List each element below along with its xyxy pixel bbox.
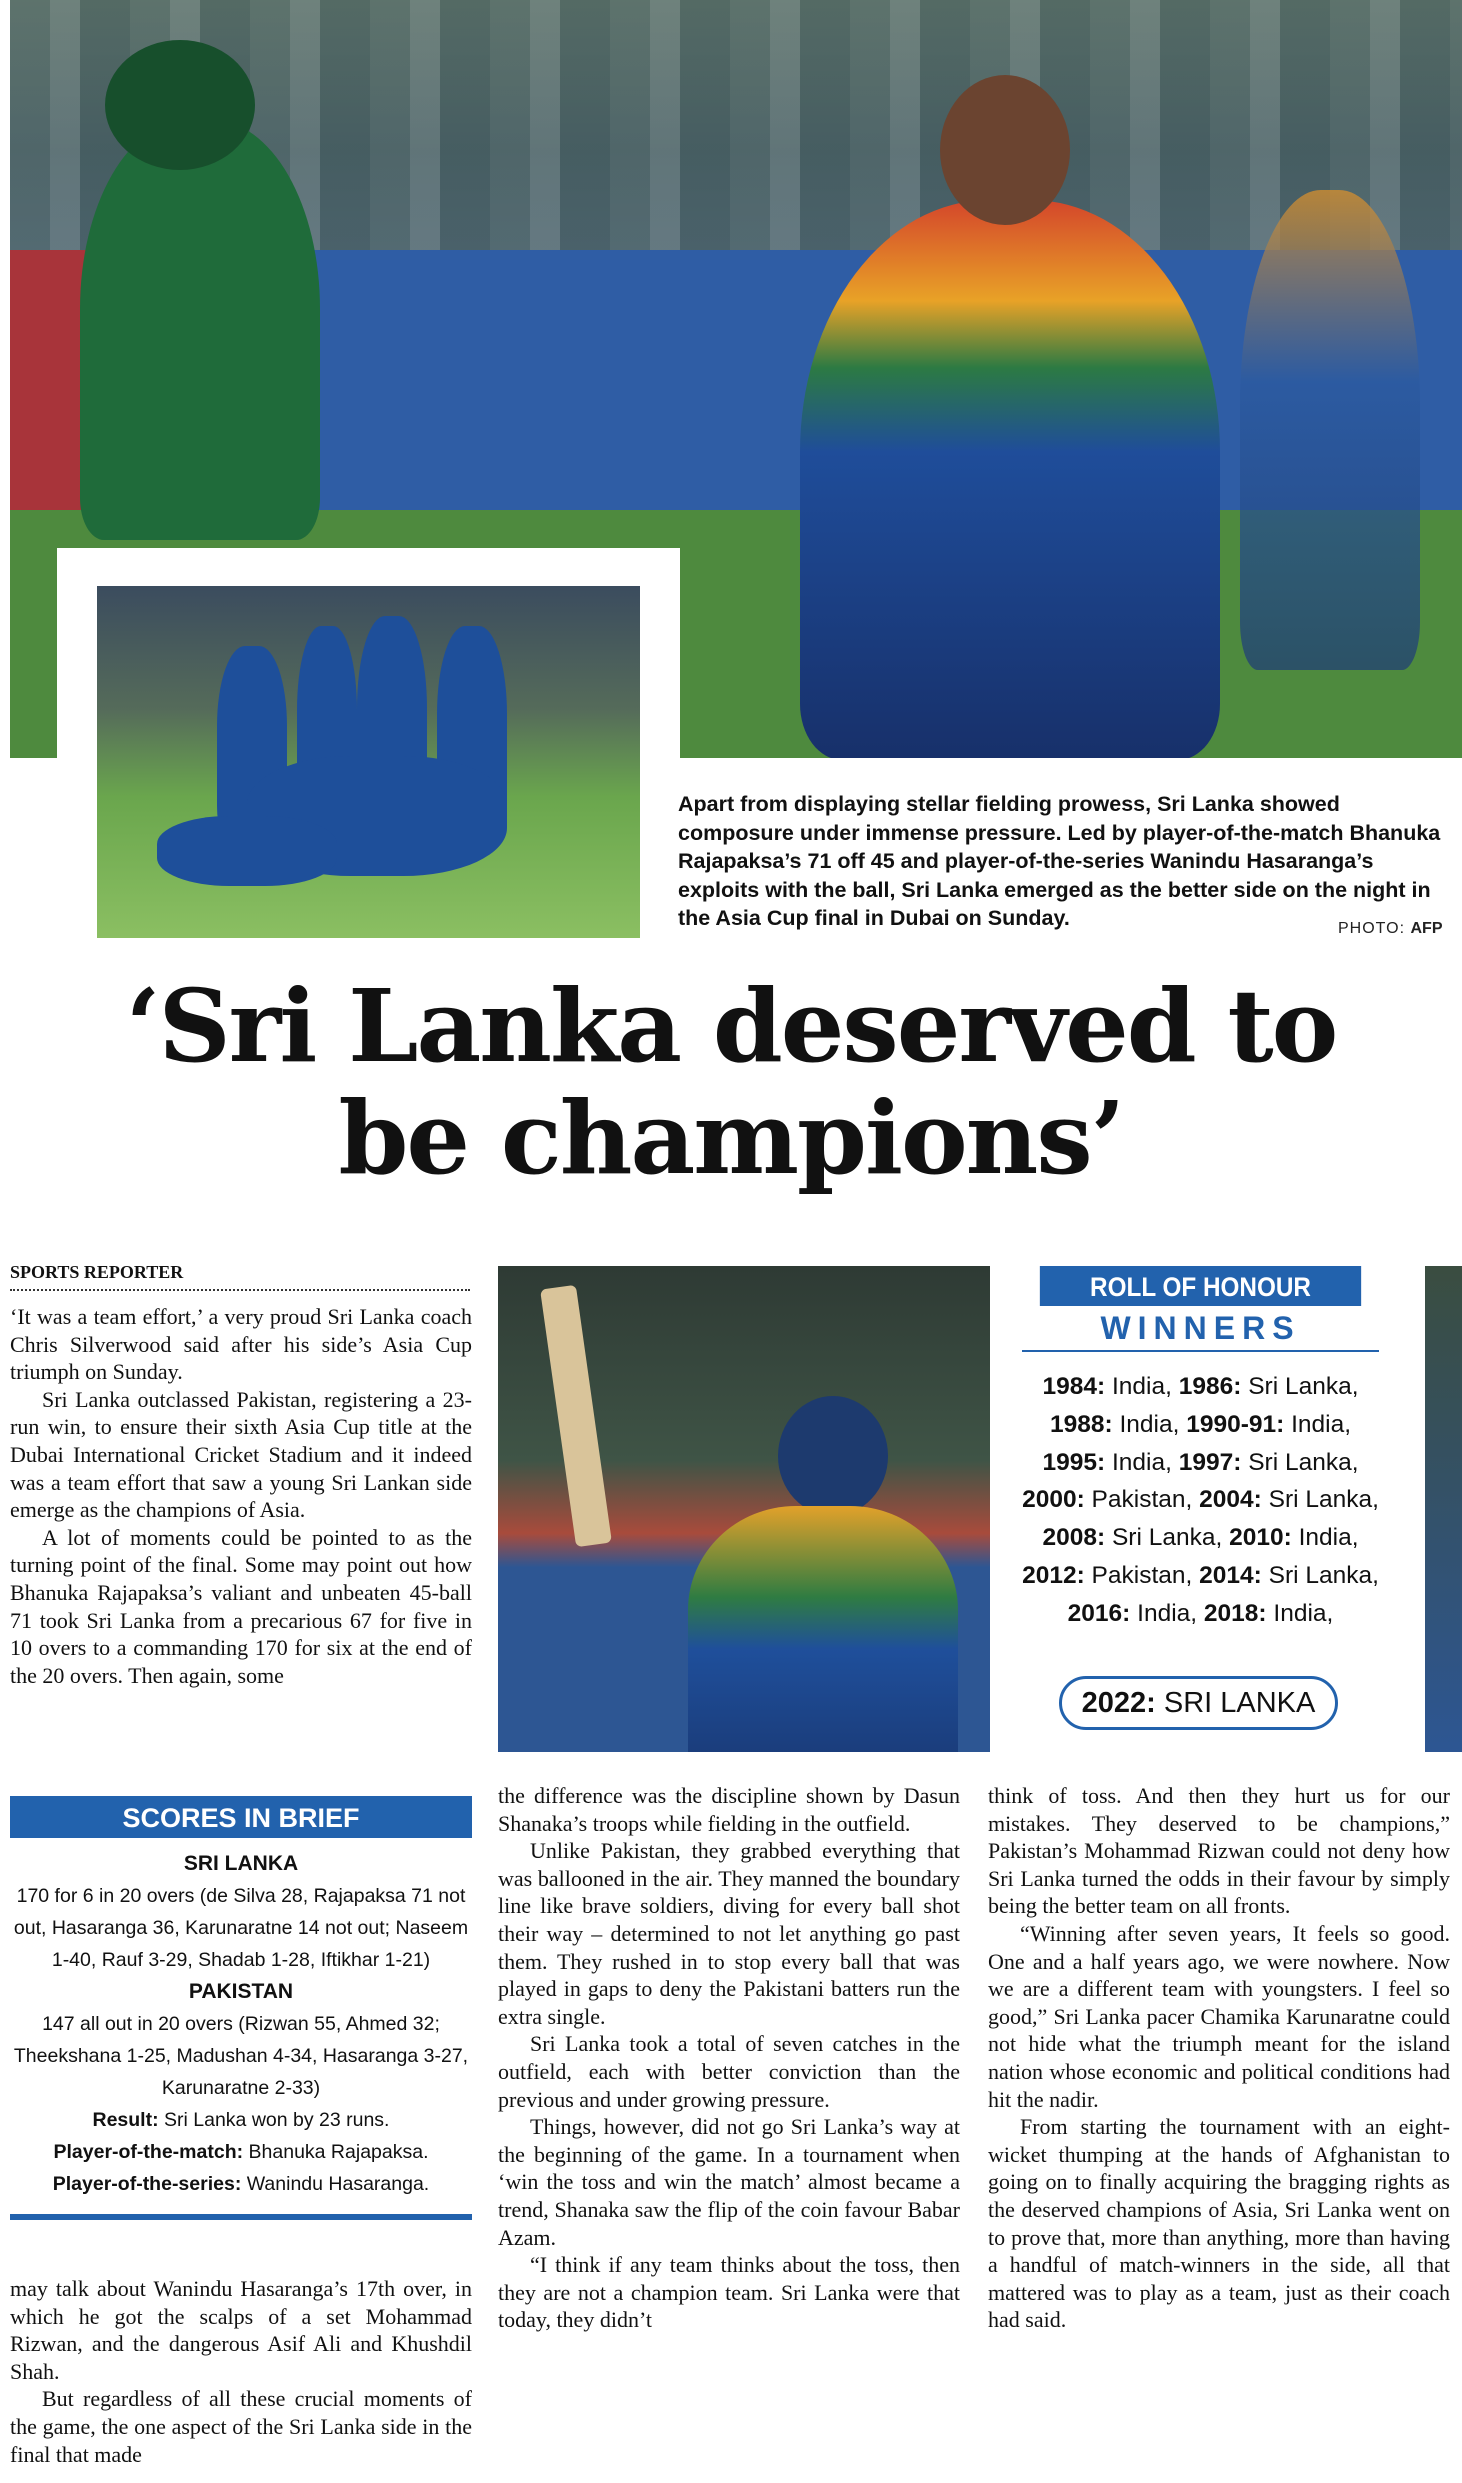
winner-team: Pakistan, [1091,1486,1193,1514]
winners-row [1022,1595,1379,1633]
result-value: Sri Lanka won by 23 runs. [164,2109,390,2131]
article-paragraph: “I think if any team thinks about the toss, then they are not a champion team. Sri Lanka were that today, they didn’t [498,2252,960,2333]
article-paragraph: But regardless of all these crucial moments of the game, the one aspect of the Sri Lanka side in the final that made [10,2386,472,2467]
byline: SPORTS REPORTER [10,1262,470,1291]
team-2-score-line: 147 all out in 20 overs (Rizwan 55, Ahmed 32; Theekshana 1-25, Madushan 4-34, Hasaranga 3-27, Karunaratne 2-33) [13,2013,469,2099]
team-2-name: PAKISTAN [188,1980,294,2003]
winner-team: Sri Lanka, [1248,1448,1359,1476]
pakistan-player-helmet [105,40,255,170]
pots-value: Wanindu Hasaranga. [246,2173,430,2195]
team-celebration-photo [97,586,640,938]
winner-year: 1997: [1178,1448,1242,1476]
winners-row [1022,1444,1379,1482]
inset-photo-frame [57,548,680,943]
latest-winner-badge [1059,1676,1338,1730]
winner-team: Pakistan, [1091,1561,1193,1589]
article-paragraph: think of toss. And then they hurt us for our mistakes. They deserved to be champions,” Pakistan’s Mohammad Rizwan could not deny how Sri Lanka turned the odds in their favour by simply being the better team on all fronts. [988,1783,1450,1919]
winners-list [1022,1368,1379,1633]
winners-row [1022,1406,1379,1444]
article-paragraph: may talk about Wanindu Hasaranga’s 17th over, in which he got the scalps of a set Mohammad Rizwan, and the dangerous Asif Ali and Khushdil Shah. [10,2276,472,2384]
winner-year: 1988: [1049,1410,1113,1438]
batsman-helmet [778,1396,888,1516]
batsman-photo [498,1266,990,1752]
article-column-2 [498,1782,960,2334]
scores-bottom-rule [10,2214,472,2220]
winner-year: 2018: [1203,1599,1267,1627]
article-paragraph: the difference was the discipline shown by Dasun Shanaka’s troops while fielding in the outfield. [498,1783,960,1836]
photo-credit [1338,920,1443,938]
team-1-name: SRI LANKA [183,1852,299,1875]
roll-of-honour-divider [1022,1350,1379,1352]
winner-team: India, [1273,1599,1334,1627]
potm-value: Bhanuka Rajapaksa. [248,2141,429,2163]
article-paragraph: Things, however, did not go Sri Lanka’s way at the beginning of the game. In a tournament when ‘win the toss and win the match’ almost became a trend, Shanaka saw the flip of the coin favour Babar Azam. [498,2114,960,2250]
article-paragraph: Unlike Pakistan, they grabbed everything that was ballooned in the air. They manned the boundary line like brave soldiers, diving for every ball shot their way – determined to not let anything go past them. They rushed in to stop every ball that was played in gaps to deny the Pakistani batters run the extra single. [498,1838,960,2029]
article-paragraph: Sri Lanka took a total of seven catches in the outfield, each with better conviction than the previous and under growing pressure. [498,2031,960,2112]
winner-year: 1995: [1042,1448,1106,1476]
scores-body [10,1838,472,2200]
winner-year: 2016: [1067,1599,1131,1627]
scores-in-brief-box [10,1796,472,2220]
pots-label: Player-of-the-series: [52,2173,242,2195]
headline-line-1: ‘Sri Lanka deserved to [125,967,1337,1085]
latest-winner-year: 2022: [1081,1687,1156,1719]
team-1-score-line: 170 for 6 in 20 overs (de Silva 28, Rajapaksa 71 not out, Hasaranga 36, Karunaratne 14 not out; Naseem 1-40, Rauf 3-29, Shadab 1-28, Iftikhar 1-21) [13,1885,469,1971]
winner-year: 1990-91: [1186,1410,1285,1438]
article-column-1-top [10,1303,472,1689]
photo-credit-label: PHOTO: [1338,920,1406,937]
result-label: Result: [92,2109,159,2131]
diving-player-shape [157,816,337,886]
winner-year: 2008: [1042,1524,1106,1552]
article-column-3 [988,1782,1450,2334]
headline [0,967,1462,1197]
pakistan-player-figure [80,120,320,540]
sri-lanka-player-figure [800,200,1220,758]
winners-row [1022,1557,1379,1595]
winner-year: 1986: [1178,1373,1242,1400]
article-paragraph: Sri Lanka outclassed Pakistan, registering a 23-run win, to ensure their sixth Asia Cup title at the Dubai International Cricket Stadium and it indeed was a team effort that saw a young Sri Lankan side emerge as the champions of Asia. [10,1386,472,1523]
potm-label: Player-of-the-match: [53,2141,244,2163]
result-line [10,2104,472,2136]
winner-team: Sri Lanka, [1268,1486,1379,1514]
caption-text: Apart from displaying stellar fielding prowess, Sri Lanka showed composure under immense pressure. Led by player-of-the-match Bhanuka Rajapaksa’s 71 off 45 and player-of-the-series Wanindu Hasaranga’s exploits with the ball, Sri Lanka emerged as the better side on the night in the Asia Cup final in Dubai on Sunday. [678,792,1441,930]
bat-shape [540,1285,612,1547]
winner-year: 2014: [1199,1561,1262,1589]
winners-row [1022,1481,1379,1519]
winner-team: India, [1111,1373,1172,1400]
batsman-body [688,1506,958,1752]
winner-team: Sri Lanka, [1111,1524,1223,1552]
photo-caption [678,790,1453,933]
winner-team: India, [1298,1524,1359,1552]
winner-team: Sri Lanka, [1268,1561,1379,1589]
winners-row [1022,1519,1379,1557]
winner-year: 2000: [1022,1486,1085,1514]
background-player-figure [1240,190,1420,670]
headline-line-2: be champions’ [338,1079,1124,1197]
winner-team: India, [1111,1448,1172,1476]
roll-of-honour-title: ROLL OF HONOUR [1040,1266,1361,1306]
latest-winner-team: SRI LANKA [1163,1687,1316,1719]
article-paragraph: “Winning after seven years, It feels so good. One and a half years ago, we were nowhere. Now we are a different team with youngsters. I feel so good,” Sri Lanka pacer Chamika Karunaratne could not hide what the triumph meant for the island nation whose economic and political conditions had hit the nadir. [988,1920,1450,2112]
roll-of-honour-box [1022,1266,1379,1746]
adjacent-photo-edge [1425,1266,1462,1752]
article-column-1-bottom [10,2275,472,2468]
winner-year: 2010: [1229,1524,1292,1552]
pots-line [10,2168,472,2200]
winner-year: 2004: [1199,1486,1262,1514]
winner-team: Sri Lanka, [1248,1373,1359,1400]
article-paragraph: A lot of moments could be pointed to as the turning point of the final. Some may point out how Bhanuka Rajapaksa’s valiant and unbeaten 45-ball 71 took Sri Lanka from a precarious 67 for five in 10 overs to a commanding 170 for six at the end of the 20 overs. Then again, some [10,1524,472,1688]
winner-year: 1984: [1042,1373,1106,1400]
winner-team: India, [1291,1410,1352,1438]
winner-team: India, [1137,1599,1198,1627]
winner-team: India, [1119,1410,1180,1438]
roll-of-honour-subtitle: WINNERS [1100,1310,1301,1346]
potm-line [10,2136,472,2168]
winners-row [1022,1368,1379,1406]
sri-lanka-player-head [940,75,1070,225]
article-paragraph: From starting the tournament with an eight-wicket thumping at the hands of Afghanistan to going on to finally acquiring the bragging rights as the deserved champions of Asia, Sri Lanka went on to prove that, more than anything, more than having a handful of match-winners in the side, all that mattered was to play as a team, just as their coach had said. [988,2114,1450,2333]
scores-title: SCORES IN BRIEF [10,1796,472,1838]
article-paragraph: ‘It was a team effort,’ a very proud Sri Lanka coach Chris Silverwood said after his side’s Asia Cup triumph on Sunday. [10,1304,472,1385]
photo-credit-source: AFP [1410,920,1443,937]
winner-year: 2012: [1022,1561,1085,1589]
